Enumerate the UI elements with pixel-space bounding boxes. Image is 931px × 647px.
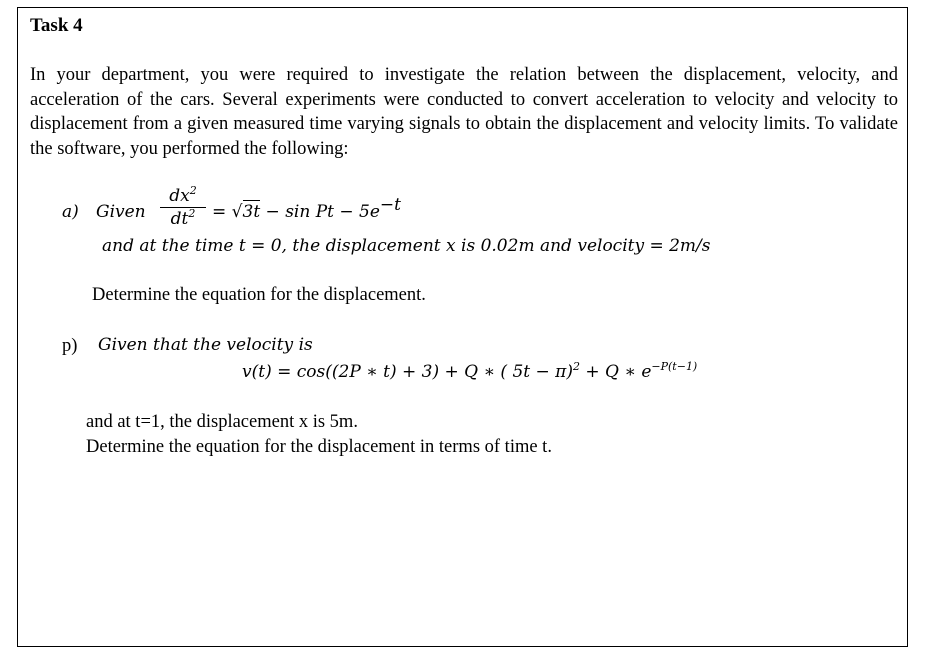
fraction-denominator: $dt^2$ <box>170 207 196 229</box>
sqrt-argument: 3t <box>242 202 261 222</box>
part-p-label: p) <box>62 336 78 356</box>
task-title: Task 4 <box>30 15 83 36</box>
part-a-conditions: and at the time t = 0, the displacement x is 0.02m and velocity = 2m/s <box>102 236 711 256</box>
part-a-question: Determine the equation for the displacement. <box>92 285 426 305</box>
part-p-question: Determine the equation for the displacement in terms of time t. <box>86 437 552 457</box>
part-a-label: a) <box>62 202 79 222</box>
fraction-numerator: $dx^2$ <box>160 186 206 208</box>
derivative-fraction <box>160 186 206 229</box>
task-box <box>17 7 908 647</box>
part-p-condition: and at t=1, the displacement x is 5m. <box>86 412 358 432</box>
task-intro-paragraph: In your department, you were required to investigate the relation between the displacement, velocity, and acceleration of the cars. Several experiments were conducted to convert acceleration to velocity and velocity to displacement from a given measured time varying signals to obtain the displacement and velocity limits. To validate the software, you performed the following: <box>30 65 898 159</box>
part-a-given: Given <box>96 202 146 222</box>
part-a-rhs: = $√3t - \sin Pt - 5e^{-t}$ <box>212 195 401 222</box>
part-p-given: Given that the velocity is <box>98 335 313 355</box>
velocity-equation: v(t) = cos((2P ∗ t) + 3) + Q ∗ ( 5t − π)$^2$ + Q ∗ $e^{-P(t-1)}$ <box>242 360 698 382</box>
